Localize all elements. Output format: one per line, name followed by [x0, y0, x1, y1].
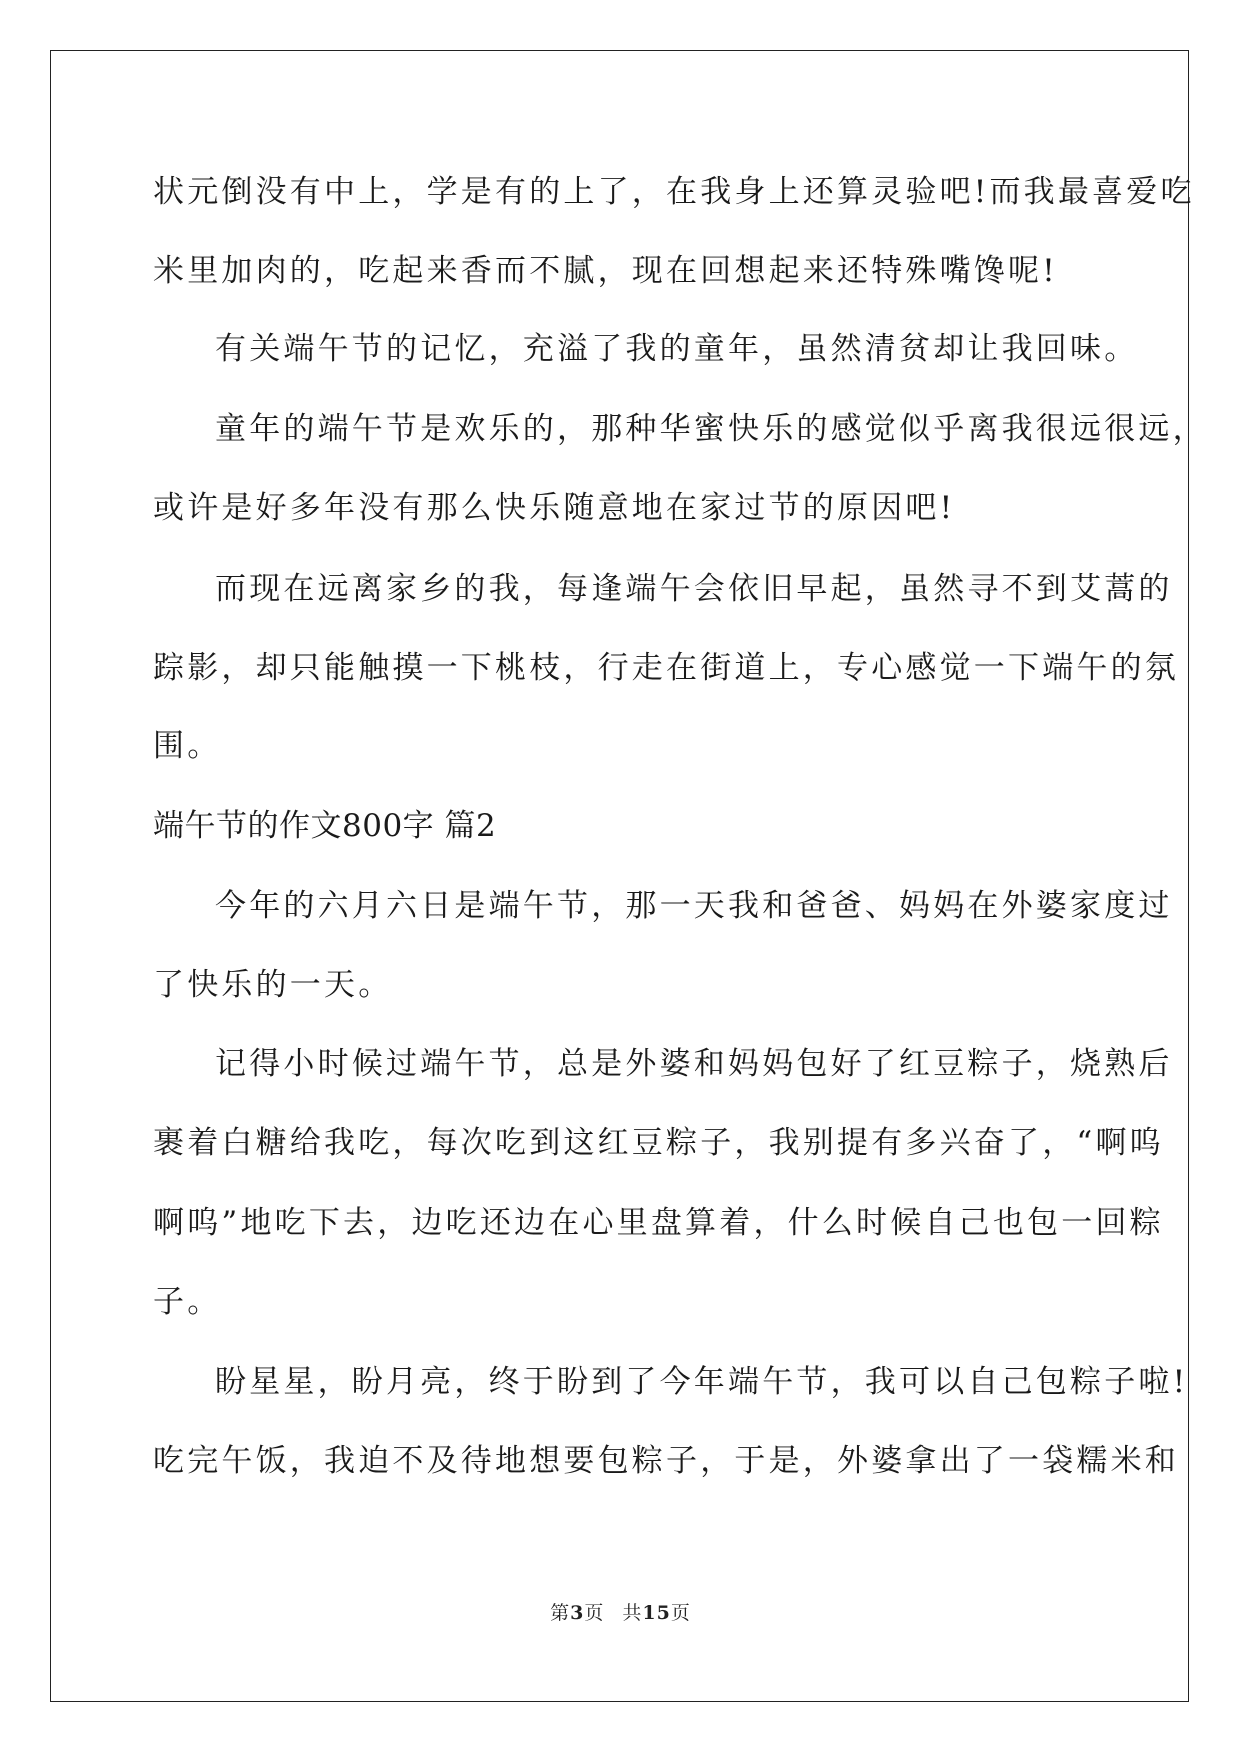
text-line: 踪影，却只能触摸一下桃枝，行走在街道上，专心感觉一下端午的氛 — [153, 650, 1179, 686]
text-line: 米里加肉的，吃起来香而不腻，现在回想起来还特殊嘴馋呢! — [153, 253, 1058, 289]
paragraph-line: 盼星星，盼月亮，终于盼到了今年端午节，我可以自己包粽子啦! — [215, 1364, 1189, 1400]
text-line: 吃完午饭，我迫不及待地想要包粽子，于是，外婆拿出了一袋糯米和 — [153, 1443, 1179, 1479]
section-heading: 端午节的作文800字 篇2 — [153, 808, 497, 844]
text-line: 或许是好多年没有那么快乐随意地在家过节的原因吧! — [153, 490, 956, 526]
text-line: 子。 — [153, 1284, 222, 1320]
text-line: 了快乐的一天。 — [153, 967, 393, 1003]
text-line: 啊呜”地吃下去，边吃还边在心里盘算着，什么时候自己也包一回粽 — [153, 1205, 1164, 1241]
total-prefix: 共 — [622, 1602, 643, 1624]
page-number: 3 — [570, 1602, 585, 1624]
paragraph-line: 有关端午节的记忆，充溢了我的童年，虽然清贫却让我回味。 — [215, 331, 1139, 367]
total-suffix: 页 — [670, 1602, 691, 1624]
paragraph-line: 今年的六月六日是端午节，那一天我和爸爸、妈妈在外婆家度过 — [215, 888, 1173, 924]
page-suffix: 页 — [584, 1602, 605, 1624]
paragraph-line: 童年的端午节是欢乐的，那种华蜜快乐的感觉似乎离我很远很远， — [215, 411, 1207, 447]
text-line: 围。 — [153, 728, 222, 764]
page-footer — [0, 1598, 1241, 1625]
total-pages: 15 — [642, 1602, 671, 1624]
paragraph-line: 而现在远离家乡的我，每逢端午会依旧早起，虽然寻不到艾蒿的 — [215, 571, 1173, 607]
page-prefix: 第 — [550, 1602, 571, 1624]
text-line: 状元倒没有中上，学是有的上了，在我身上还算灵验吧!而我最喜爱吃 — [153, 174, 1195, 210]
text-line: 裹着白糖给我吃，每次吃到这红豆粽子，我别提有多兴奋了，“啊呜 — [153, 1125, 1164, 1161]
paragraph-line: 记得小时候过端午节，总是外婆和妈妈包好了红豆粽子，烧熟后 — [215, 1046, 1173, 1082]
